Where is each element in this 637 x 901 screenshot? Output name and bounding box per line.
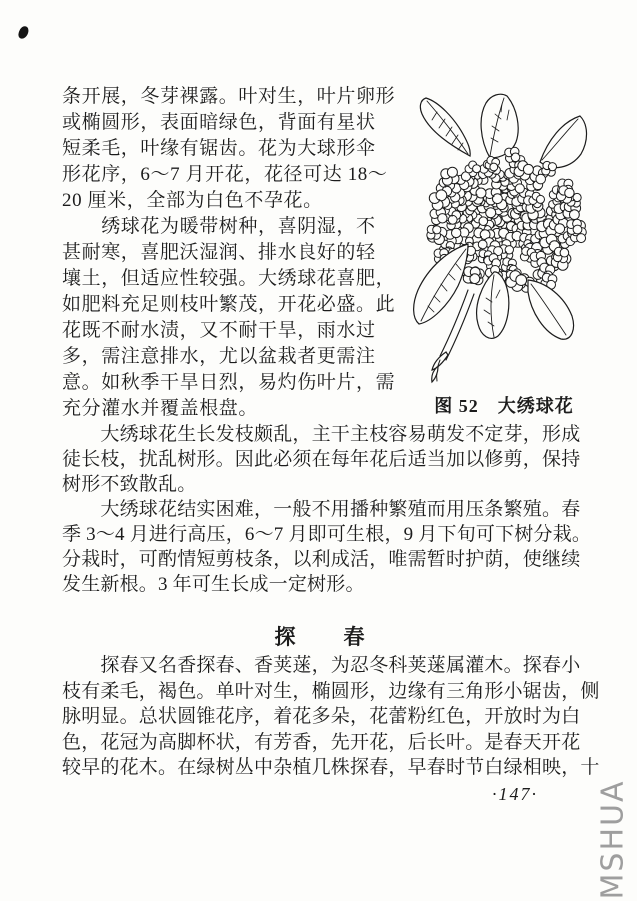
text-line: 短柔毛，叶缘有锯齿。花为大球形伞 bbox=[62, 138, 376, 159]
text-line: 脉明显。总状圆锥花序，着花多朵，花蕾粉红色，开放时为白 bbox=[62, 706, 581, 727]
text-line: 充分灌水并覆盖根盘。 bbox=[62, 398, 259, 419]
leaf-bottom-right bbox=[528, 280, 574, 339]
text-line: 壤土，但适应性较强。大绣球花喜肥， bbox=[62, 268, 396, 289]
text-line: 较早的花木。在绿树丛中杂植几株探春，早春时节白绿相映，十 bbox=[62, 757, 600, 778]
text-line: 条开展，冬芽裸露。叶对生，叶片卵形 bbox=[62, 86, 396, 107]
text-line: 绣球花为暖带树种，喜阴湿，不 bbox=[62, 216, 376, 237]
text-line: 或椭圆形，表面暗绿色，背面有星状 bbox=[62, 112, 376, 133]
text-line: 徒长枝，扰乱树形。因此必须在每年花后适当加以修剪，保持 bbox=[62, 449, 581, 470]
text-line: 大绣球花生长发枝颇乱，主干主枝容易萌发不定芽，形成 bbox=[62, 424, 581, 445]
page-number: ·147· bbox=[492, 784, 538, 804]
hydrangea-line-drawing bbox=[390, 84, 630, 392]
text-line: 探春又名香探春、香荚蒾，为忍冬科荚蒾属灌木。探春小 bbox=[62, 655, 581, 676]
text-line: 大绣球花结实困难，一般不用播种繁殖而用压条繁殖。春 bbox=[62, 499, 581, 520]
text-line: 发生新根。3 年可生长成一定树形。 bbox=[62, 574, 365, 595]
ink-blot-mark bbox=[17, 25, 30, 40]
figure-caption: 图 52 大绣球花 bbox=[434, 396, 574, 416]
text-line: 分栽时，可酌情短剪枝条，以利成活，唯需暂时护荫，使继续 bbox=[62, 549, 581, 570]
text-line: 甚耐寒，喜肥沃湿润、排水良好的轻 bbox=[62, 242, 376, 263]
leaf-top-left bbox=[420, 98, 470, 156]
paragraph-block bbox=[62, 422, 592, 597]
text-line: 多，需注意排水，尤以盆栽者更需注 bbox=[62, 346, 376, 367]
text-line: 色，花冠为高脚杯状，有芳香，先开花，后长叶。是春天开花 bbox=[62, 731, 581, 753]
paragraph-block bbox=[62, 653, 600, 781]
text-line: 意。如秋季干旱日烈，易灼伤叶片，需 bbox=[62, 372, 396, 393]
text-line: 20 厘米，全部为白色不孕花。 bbox=[62, 190, 323, 211]
text-line: 如肥料充足则枝叶繁茂，开花必盛。此 bbox=[62, 294, 396, 315]
left-text-column bbox=[62, 84, 398, 422]
watermark-text: MSHUA bbox=[595, 779, 631, 900]
section-heading: 探 春 bbox=[274, 625, 367, 649]
text-line: 花既不耐水渍，又不耐干旱，雨水过 bbox=[62, 320, 376, 341]
leaf-top-right bbox=[540, 116, 587, 168]
text-line: 树形不致散乱。 bbox=[62, 474, 197, 495]
text-line: 枝有柔毛，褐色。单叶对生，椭圆形，边缘有三角形小锯齿，侧 bbox=[62, 680, 600, 702]
text-line: 季 3～4 月进行高压，6～7 月即可生根，9 月下旬可下树分栽。 bbox=[62, 524, 592, 545]
figure-hydrangea bbox=[390, 84, 630, 418]
text-line: 形花序，6～7 月开花，花径可达 18～ bbox=[62, 164, 388, 185]
